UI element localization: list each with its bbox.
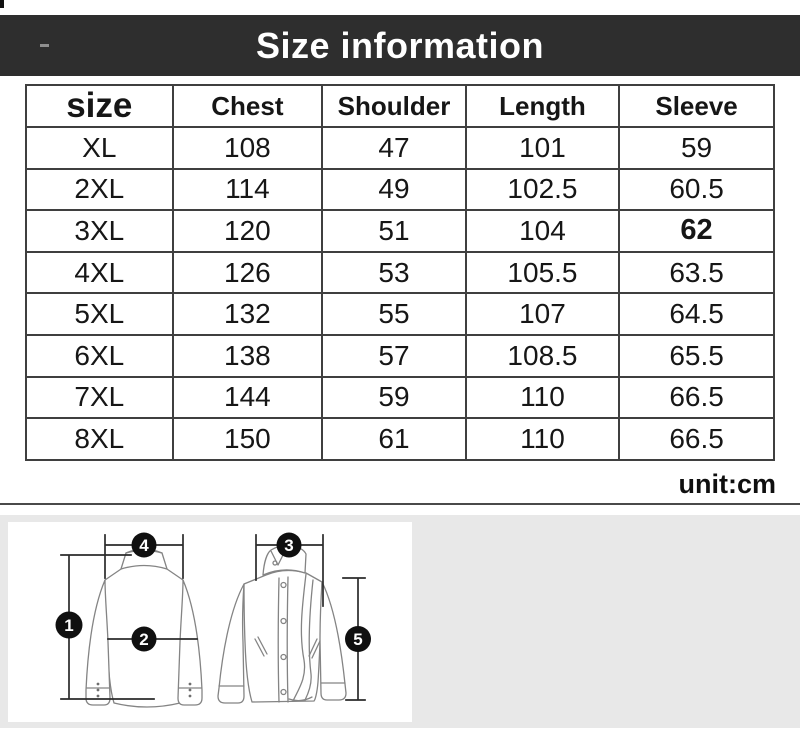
shoulder-cell: 57 — [322, 335, 466, 377]
svg-text:2: 2 — [139, 630, 149, 649]
dash-mark — [40, 44, 49, 47]
shoulder-cell: 55 — [322, 293, 466, 335]
table-row — [26, 169, 774, 211]
measurement-marker-2 — [132, 627, 157, 652]
table-row — [26, 210, 774, 252]
title-bar — [0, 15, 800, 76]
chest-cell: 150 — [173, 418, 323, 460]
length-cell: 110 — [466, 377, 619, 419]
shoulder-cell: 61 — [322, 418, 466, 460]
page-title: Size information — [255, 25, 545, 66]
size-cell: XL — [26, 127, 173, 169]
col-header-shoulder: Shoulder — [322, 85, 466, 127]
chest-cell: 138 — [173, 335, 323, 377]
size-cell: 2XL — [26, 169, 173, 211]
svg-text:1: 1 — [64, 616, 74, 635]
sleeve-cell: 64.5 — [619, 293, 774, 335]
length-cell: 101 — [466, 127, 619, 169]
table-row — [26, 377, 774, 419]
svg-text:5: 5 — [353, 630, 363, 649]
size-cell: 6XL — [26, 335, 173, 377]
col-header-sleeve: Sleeve — [619, 85, 774, 127]
unit-label: unit:cm — [678, 469, 776, 499]
svg-text:3: 3 — [284, 536, 294, 555]
sleeve-cell: 66.5 — [619, 418, 774, 460]
measurement-marker-4 — [132, 533, 157, 558]
col-header-chest: Chest — [173, 85, 323, 127]
shoulder-cell: 53 — [322, 252, 466, 294]
jacket-measurement-diagram — [8, 522, 412, 722]
header-row — [26, 85, 774, 127]
size-table-wrap — [25, 84, 775, 461]
size-cell: 5XL — [26, 293, 173, 335]
table-row — [26, 127, 774, 169]
length-cell: 110 — [466, 418, 619, 460]
table-row — [26, 335, 774, 377]
col-header-size: size — [26, 85, 173, 127]
length-cell: 102.5 — [466, 169, 619, 211]
size-cell: 7XL — [26, 377, 173, 419]
col-header-length: Length — [466, 85, 619, 127]
measurement-marker-3 — [277, 533, 302, 558]
chest-cell: 114 — [173, 169, 323, 211]
shoulder-cell: 51 — [322, 210, 466, 252]
length-cell: 108.5 — [466, 335, 619, 377]
sleeve-cell: 62 — [619, 210, 774, 252]
measurement-diagram-panel — [8, 522, 412, 722]
shoulder-cell: 47 — [322, 127, 466, 169]
table-row — [26, 418, 774, 460]
shoulder-cell: 59 — [322, 377, 466, 419]
size-cell: 3XL — [26, 210, 173, 252]
size-table — [25, 84, 775, 461]
measurement-marker-1 — [56, 612, 83, 639]
sleeve-cell: 65.5 — [619, 335, 774, 377]
sleeve-cell: 60.5 — [619, 169, 774, 211]
size-cell: 4XL — [26, 252, 173, 294]
sleeve-cell: 66.5 — [619, 377, 774, 419]
sleeve-cell: 59 — [619, 127, 774, 169]
chest-cell: 144 — [173, 377, 323, 419]
chest-cell: 108 — [173, 127, 323, 169]
corner-mark — [0, 0, 4, 8]
length-cell: 105.5 — [466, 252, 619, 294]
table-row — [26, 293, 774, 335]
length-cell: 104 — [466, 210, 619, 252]
svg-text:4: 4 — [139, 536, 149, 555]
shoulder-cell: 49 — [322, 169, 466, 211]
jacket-front-sketch — [218, 546, 346, 704]
table-row — [26, 252, 774, 294]
sleeve-cell: 63.5 — [619, 252, 774, 294]
divider-line — [0, 503, 800, 505]
size-cell: 8XL — [26, 418, 173, 460]
diagram-strip — [0, 515, 800, 728]
chest-cell: 132 — [173, 293, 323, 335]
chest-cell: 126 — [173, 252, 323, 294]
length-cell: 107 — [466, 293, 619, 335]
measurement-marker-5 — [345, 626, 371, 652]
chest-cell: 120 — [173, 210, 323, 252]
